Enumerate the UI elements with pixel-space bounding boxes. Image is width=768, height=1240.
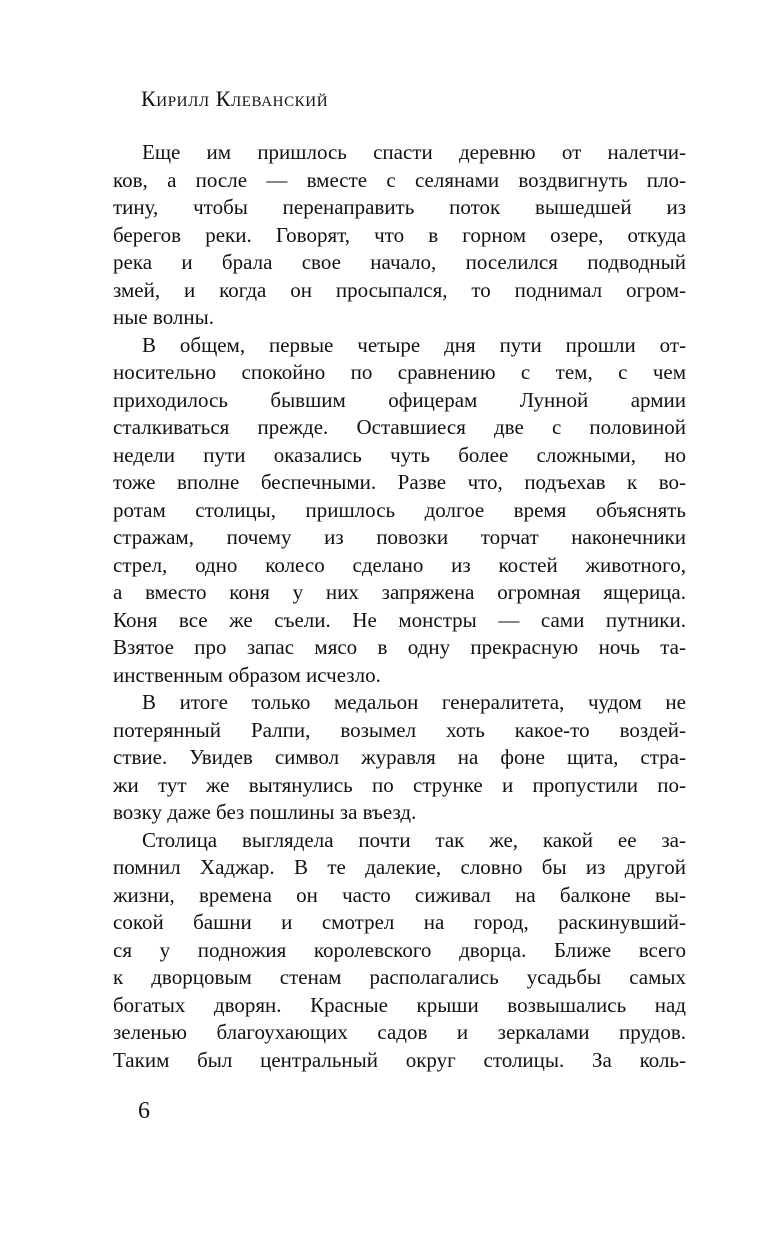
- text-line: недели пути оказались чуть более сложными, но: [113, 442, 686, 467]
- text-line: река и брала свое начало, поселился подводный: [113, 250, 686, 274]
- text-line: богатых дворян. Красные крыши возвышались над: [113, 992, 686, 1017]
- text-line: возку даже без пошлины за въезд.: [113, 800, 417, 824]
- text-line: сталкиваться прежде. Оставшиеся две с половиной: [113, 415, 686, 439]
- text-line: инственным образом исчезло.: [113, 662, 381, 687]
- text-line: Еще им пришлось спасти деревню от налетчи-: [142, 140, 686, 164]
- page-number: 6: [138, 1098, 150, 1124]
- text-line: ротам столицы, пришлось долгое время объяснять: [113, 497, 686, 522]
- text-line: помнил Хаджар. В те далекие, словно бы из другой: [113, 855, 686, 879]
- text-line: берегов реки. Говорят, что в горном озере, откуда: [113, 222, 686, 247]
- text-line: приходилось бывшим офицерам Лунной армии: [113, 387, 686, 412]
- text-line: Коня все же съели. Не монстры — сами путники.: [113, 607, 686, 632]
- text-line: к дворцовым стенам располагались усадьбы самых: [113, 965, 686, 989]
- text-line: носительно спокойно по сравнению с тем, с чем: [113, 360, 686, 384]
- text-line: жизни, времена он часто сиживал на балконе вы-: [113, 882, 686, 907]
- text-line: В итоге только медальон генералитета, чудом не: [142, 690, 686, 714]
- paragraph: [113, 332, 686, 690]
- text-line: жи тут же вытянулись по струнке и пропустили по-: [113, 772, 686, 797]
- text-line: Таким был центральный округ столицы. За коль-: [113, 1047, 686, 1072]
- text-line: змей, и когда он просыпался, то поднимал огром-: [113, 277, 686, 302]
- text-line: тоже вполне беспечными. Разве что, подъехав к во-: [113, 470, 686, 494]
- paragraph: [113, 689, 686, 827]
- text-line: ствие. Увидев символ журавля на фоне щита, стра-: [113, 745, 686, 769]
- text-line: потерянный Ралпи, возымел хоть какое-то воздей-: [113, 717, 686, 742]
- text-line: Столица выглядела почти так же, какой ее за-: [142, 827, 686, 852]
- text-line: Взятое про запас мясо в одну прекрасную ночь та-: [113, 635, 686, 659]
- paragraph: [113, 139, 686, 332]
- text-line: стрел, одно колесо сделано из костей животного,: [113, 552, 686, 577]
- author-header: Кирилл Клеванский: [141, 86, 329, 111]
- paragraph: [113, 827, 686, 1075]
- text-line: В общем, первые четыре дня пути прошли от-: [142, 332, 686, 357]
- text-line: стражам, почему из повозки торчат наконечники: [113, 525, 686, 549]
- page-body: [113, 139, 686, 1074]
- text-line: тину, чтобы перенаправить поток вышедшей из: [113, 195, 686, 219]
- text-line: ся у подножия королевского дворца. Ближе всего: [113, 937, 686, 962]
- text-line: сокой башни и смотрел на город, раскинувший-: [113, 910, 686, 934]
- text-line: ные волны.: [113, 305, 214, 329]
- text-line: зеленью благоухающих садов и зеркалами прудов.: [113, 1020, 686, 1044]
- text-line: ков, а после — вместе с селянами воздвигнуть пло-: [113, 167, 686, 192]
- text-line: а вместо коня у них запряжена огромная ящерица.: [113, 580, 686, 604]
